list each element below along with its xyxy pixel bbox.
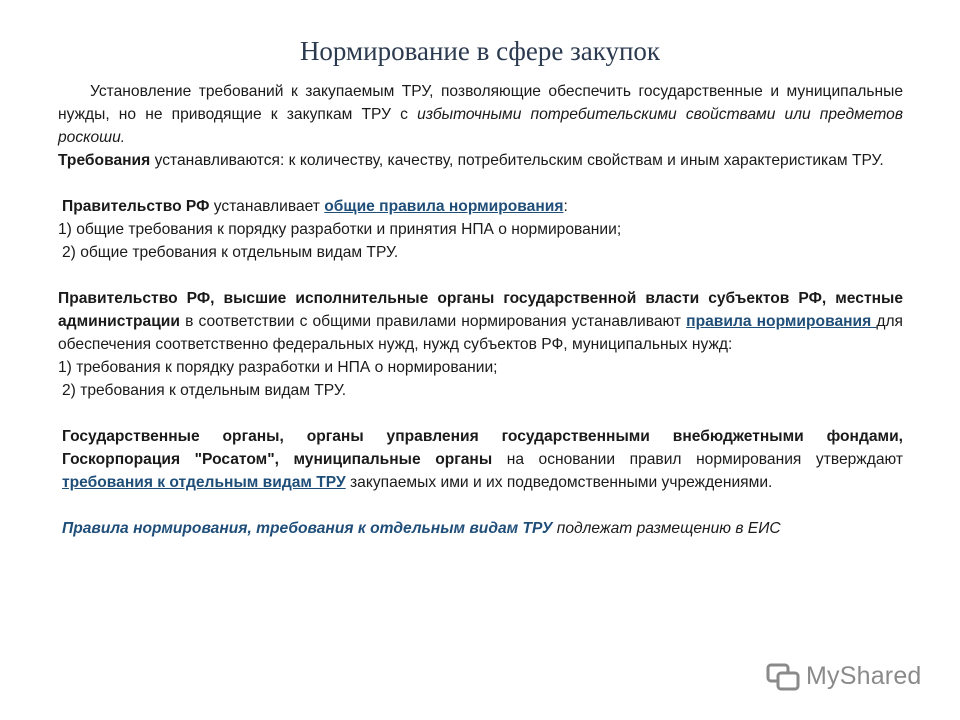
spacer	[58, 402, 903, 425]
authorities-text-2: для обеспечения соответственно федеральных нужд, нужд субъектов РФ, муниципальных нужд:	[58, 313, 903, 353]
slide-body	[58, 80, 903, 540]
authorities-list-item-1: 1) требования к порядку разработки и НПА о нормировании;	[58, 359, 498, 376]
authorities-list-item-2: 2) требования к отдельным видам ТРУ.	[62, 382, 347, 399]
eis-italic: подлежат размещению в ЕИС	[552, 520, 781, 537]
authorities-text-1: в соответствии с общими правилами нормирования устанавливают	[179, 313, 687, 330]
paragraph-authorities	[58, 287, 903, 356]
paragraph-goal	[58, 80, 903, 149]
paragraph-bodies	[58, 425, 903, 494]
rules-link[interactable]: правила нормирования	[686, 313, 877, 330]
requirements-bold: Требования	[58, 152, 151, 169]
spacer	[58, 494, 903, 517]
spacer	[58, 172, 903, 195]
page-title: Нормирование в сфере закупок	[299, 36, 661, 66]
government-list-item-2: 2) общие требования к отдельным видам ТРУ.	[62, 244, 399, 261]
paragraph-requirements	[58, 149, 903, 172]
requirements-text: устанавливаются: к количеству, качеству, потребительским свойствам и иным характеристикам ТРУ.	[150, 152, 884, 169]
bodies-text-2: закупаемых ими и их подведомственными учреждениями.	[345, 474, 773, 491]
goal-text: Установление требований к закупаемым ТРУ, позволяющие обеспечить государственные и муниципальные нужды, но не приводящие к закупкам ТРУ с	[58, 83, 903, 123]
general-rules-link[interactable]: общие правила нормирования	[324, 198, 564, 215]
goal-italic-text: избыточными потребительскими свойствами или предметов роскоши.	[58, 106, 903, 146]
government-list-item-1: 1) общие требования к порядку разработки и принятия НПА о нормировании;	[58, 221, 622, 238]
paragraph-eis	[58, 517, 903, 540]
bodies-text-1: на основании правил нормирования утверждают	[492, 451, 903, 468]
spacer	[58, 264, 903, 287]
eis-bold-italic: Правила нормирования, требования к отдельным видам ТРУ	[62, 520, 553, 537]
myshared-logo-icon	[766, 659, 802, 693]
government-colon: :	[563, 198, 568, 215]
requirements-link[interactable]: требования к отдельным видам ТРУ	[62, 474, 346, 491]
watermark-text: MyShared	[806, 661, 922, 690]
authorities-bold: Правительство РФ, высшие исполнительные органы государственной власти субъектов РФ, местные администрации	[58, 290, 903, 330]
bodies-bold: Государственные органы, органы управления государственными внебюджетными фондами, Госкорпорация "Росатом", муниципальные органы	[62, 428, 903, 468]
paragraph-government	[58, 195, 903, 218]
government-text: устанавливает	[209, 198, 325, 215]
government-bold: Правительство РФ	[62, 198, 210, 215]
watermark	[766, 656, 922, 696]
